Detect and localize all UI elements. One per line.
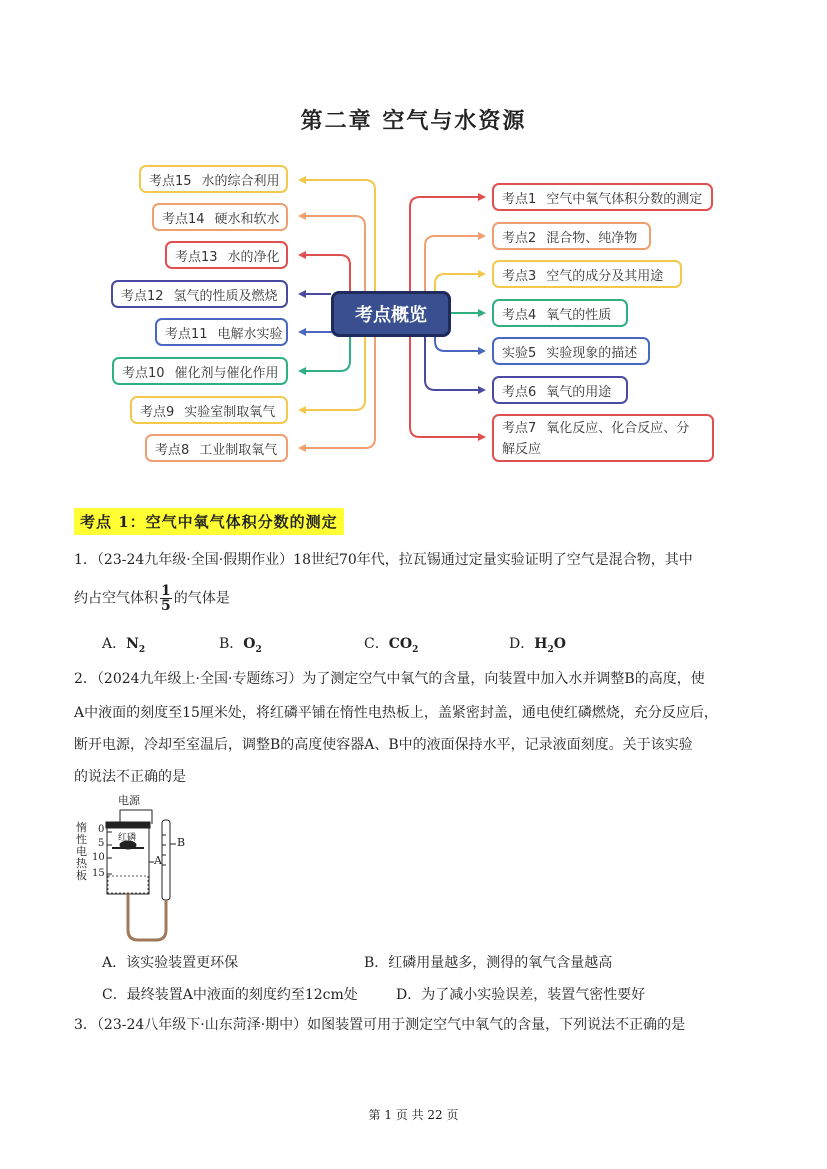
connector-9: [300, 337, 365, 410]
lid: [106, 822, 150, 828]
mindmap-connectors: [0, 0, 827, 480]
tick-15: 15: [92, 868, 105, 879]
fraction-num: 1: [161, 583, 171, 599]
node-right-3: [492, 260, 682, 288]
node-right-4: [492, 299, 628, 327]
connector-1: [410, 197, 482, 291]
option-label: C．: [364, 636, 389, 652]
q1-line2: [74, 584, 230, 613]
node-left-14: [152, 203, 288, 231]
node-left-10: [112, 357, 288, 385]
node-key: 考点2: [502, 230, 537, 246]
node-key: 考点15: [149, 173, 192, 189]
node-text: 水的净化: [227, 249, 280, 265]
node-left-11: [155, 318, 288, 346]
node-left-12: [111, 280, 288, 308]
option-label: A．: [102, 636, 127, 652]
node-key: 考点9: [140, 404, 175, 420]
node-text: 空气中氧气体积分数的测定: [546, 191, 703, 207]
node-key: 考点14: [162, 211, 205, 227]
node-key: 考点6: [502, 384, 537, 400]
tick-0: 0: [98, 824, 105, 835]
section-heading: 考点 1：空气中氧气体积分数的测定: [74, 508, 344, 535]
label-red-p: 红磷: [118, 833, 137, 843]
node-key: 考点12: [121, 288, 164, 304]
connector-5: [435, 337, 482, 351]
node-text: 催化剂与催化作用: [174, 365, 279, 381]
fraction-den: 5: [161, 598, 171, 614]
node-text: 水的综合利用: [201, 173, 280, 189]
node-key: 考点10: [122, 365, 165, 381]
node-left-9: [130, 396, 288, 424]
label-heater: [76, 822, 88, 882]
node-text: 电解水实验: [217, 326, 283, 342]
q1-option-d: [509, 633, 566, 655]
fraction: [160, 584, 172, 613]
node-left-13: [165, 241, 288, 269]
connector-6: [425, 337, 482, 390]
connector-10: [300, 337, 350, 371]
q1-line1: 1．（23-24九年级·全国·假期作业）18世纪70年代，拉瓦锡通过定量实验证明了空气是混合物，其中: [74, 552, 693, 568]
connector-2: [425, 236, 482, 291]
tube-b: [162, 820, 170, 900]
node-text: 混合物、纯净物: [546, 230, 638, 246]
option-sub: 2: [547, 644, 554, 655]
q2-option-c: C．最终装置A中液面的刻度约至12cm处: [102, 987, 358, 1003]
page-footer: 第 1 页 共 22 页: [368, 1108, 459, 1122]
connector-14: [300, 216, 365, 300]
option-text: CO: [388, 636, 413, 652]
q3-line1: 3．（23-24八年级下·山东菏泽·期中）如图装置可用于测定空气中氧气的含量，下列说法不正确的是: [74, 1017, 686, 1033]
option-text: N: [126, 636, 139, 652]
q1-option-c: [364, 633, 418, 655]
node-text: [546, 420, 689, 438]
label-b: B: [177, 836, 186, 849]
node-text: 空气的成分及其用途: [546, 268, 664, 284]
node-key: 考点11: [165, 326, 208, 342]
option-tail: O: [553, 636, 566, 652]
tick-10: 10: [92, 852, 105, 863]
node-text-line1: 氧化反应、化合反应、分: [546, 421, 690, 436]
node-text: 实验现象的描述: [546, 345, 638, 361]
tick-5: 5: [98, 838, 105, 849]
q2-line2: A中液面的刻度至15厘米处，将红磷平铺在惰性电热板上，盖紧密封盖，通电使红磷燃烧，充分反应后，: [74, 705, 718, 721]
node-key: 考点1: [502, 191, 537, 207]
option-sub: 2: [412, 644, 419, 655]
option-label: B．: [219, 636, 244, 652]
option-sub: 2: [255, 644, 262, 655]
water-a: [108, 876, 148, 893]
q2-line3: 断开电源，冷却至室温后，调整B的高度使容器A、B中的液面保持水平，记录液面刻度。关于该实验: [74, 737, 693, 753]
q1-option-a: [102, 633, 145, 655]
q2-line1: 2．（2024九年级上·全国·专题练习）为了测定空气中氧气的含量，向装置中加入水并调整B的高度，使: [74, 671, 705, 687]
node-key: 考点13: [175, 249, 218, 265]
heater-char: 惰: [76, 821, 87, 834]
q2-option-a: A．该实验装置更环保: [102, 955, 239, 971]
node-key: 实验5: [502, 345, 537, 361]
option-text: H: [534, 636, 548, 652]
label-a: A: [154, 854, 162, 867]
heater-char: 电: [76, 845, 87, 858]
node-left-8: [145, 434, 288, 462]
node-right-2: [492, 222, 651, 250]
node-right-5: [492, 337, 650, 365]
node-text: 硬水和软水: [214, 211, 280, 227]
option-sub: 2: [138, 644, 146, 655]
mindmap-center: 考点概览: [331, 291, 451, 337]
node-right-6: [492, 376, 628, 404]
q2-line4: 的说法不正确的是: [74, 769, 186, 785]
heater-char: 板: [76, 869, 87, 882]
connector-3: [435, 274, 482, 291]
node-right-1: [492, 183, 713, 211]
option-label: D．: [509, 636, 535, 652]
node-right-7-line2: 解反应: [502, 442, 542, 457]
q2-option-b: B．红磷用量越多，测得的氧气含量越高: [364, 955, 613, 971]
node-text: 氧气的性质: [546, 307, 612, 323]
q2-option-d: D．为了减小实验误差，装置气密性要好: [396, 987, 646, 1003]
node-key: 考点7: [502, 421, 537, 436]
node-text: 工业制取氧气: [199, 442, 278, 458]
node-left-15: [139, 165, 288, 193]
connector-15: [300, 180, 375, 300]
connector-8: [300, 337, 375, 448]
node-text: 氢气的性质及燃烧: [173, 288, 278, 304]
node-text: 氧气的用途: [546, 384, 612, 400]
option-text: O: [243, 636, 256, 652]
heater-char: 热: [76, 857, 87, 870]
label-power: 电源: [118, 794, 140, 807]
q1-line2-b: 的气体是: [173, 590, 230, 607]
rubber-tube: [128, 894, 166, 940]
node-key: 考点3: [502, 268, 537, 284]
node-key: 考点8: [155, 442, 190, 458]
apparatus-figure: [74, 790, 204, 950]
heater-char: 性: [76, 833, 87, 846]
q1-option-b: [219, 633, 262, 655]
q1-line2-a: 约占空气体积: [74, 590, 158, 607]
mindmap: [0, 0, 827, 480]
node-text: 实验室制取氧气: [184, 404, 276, 420]
node-key: 考点4: [502, 307, 537, 323]
page-title: 第二章 空气与水资源: [300, 108, 527, 134]
